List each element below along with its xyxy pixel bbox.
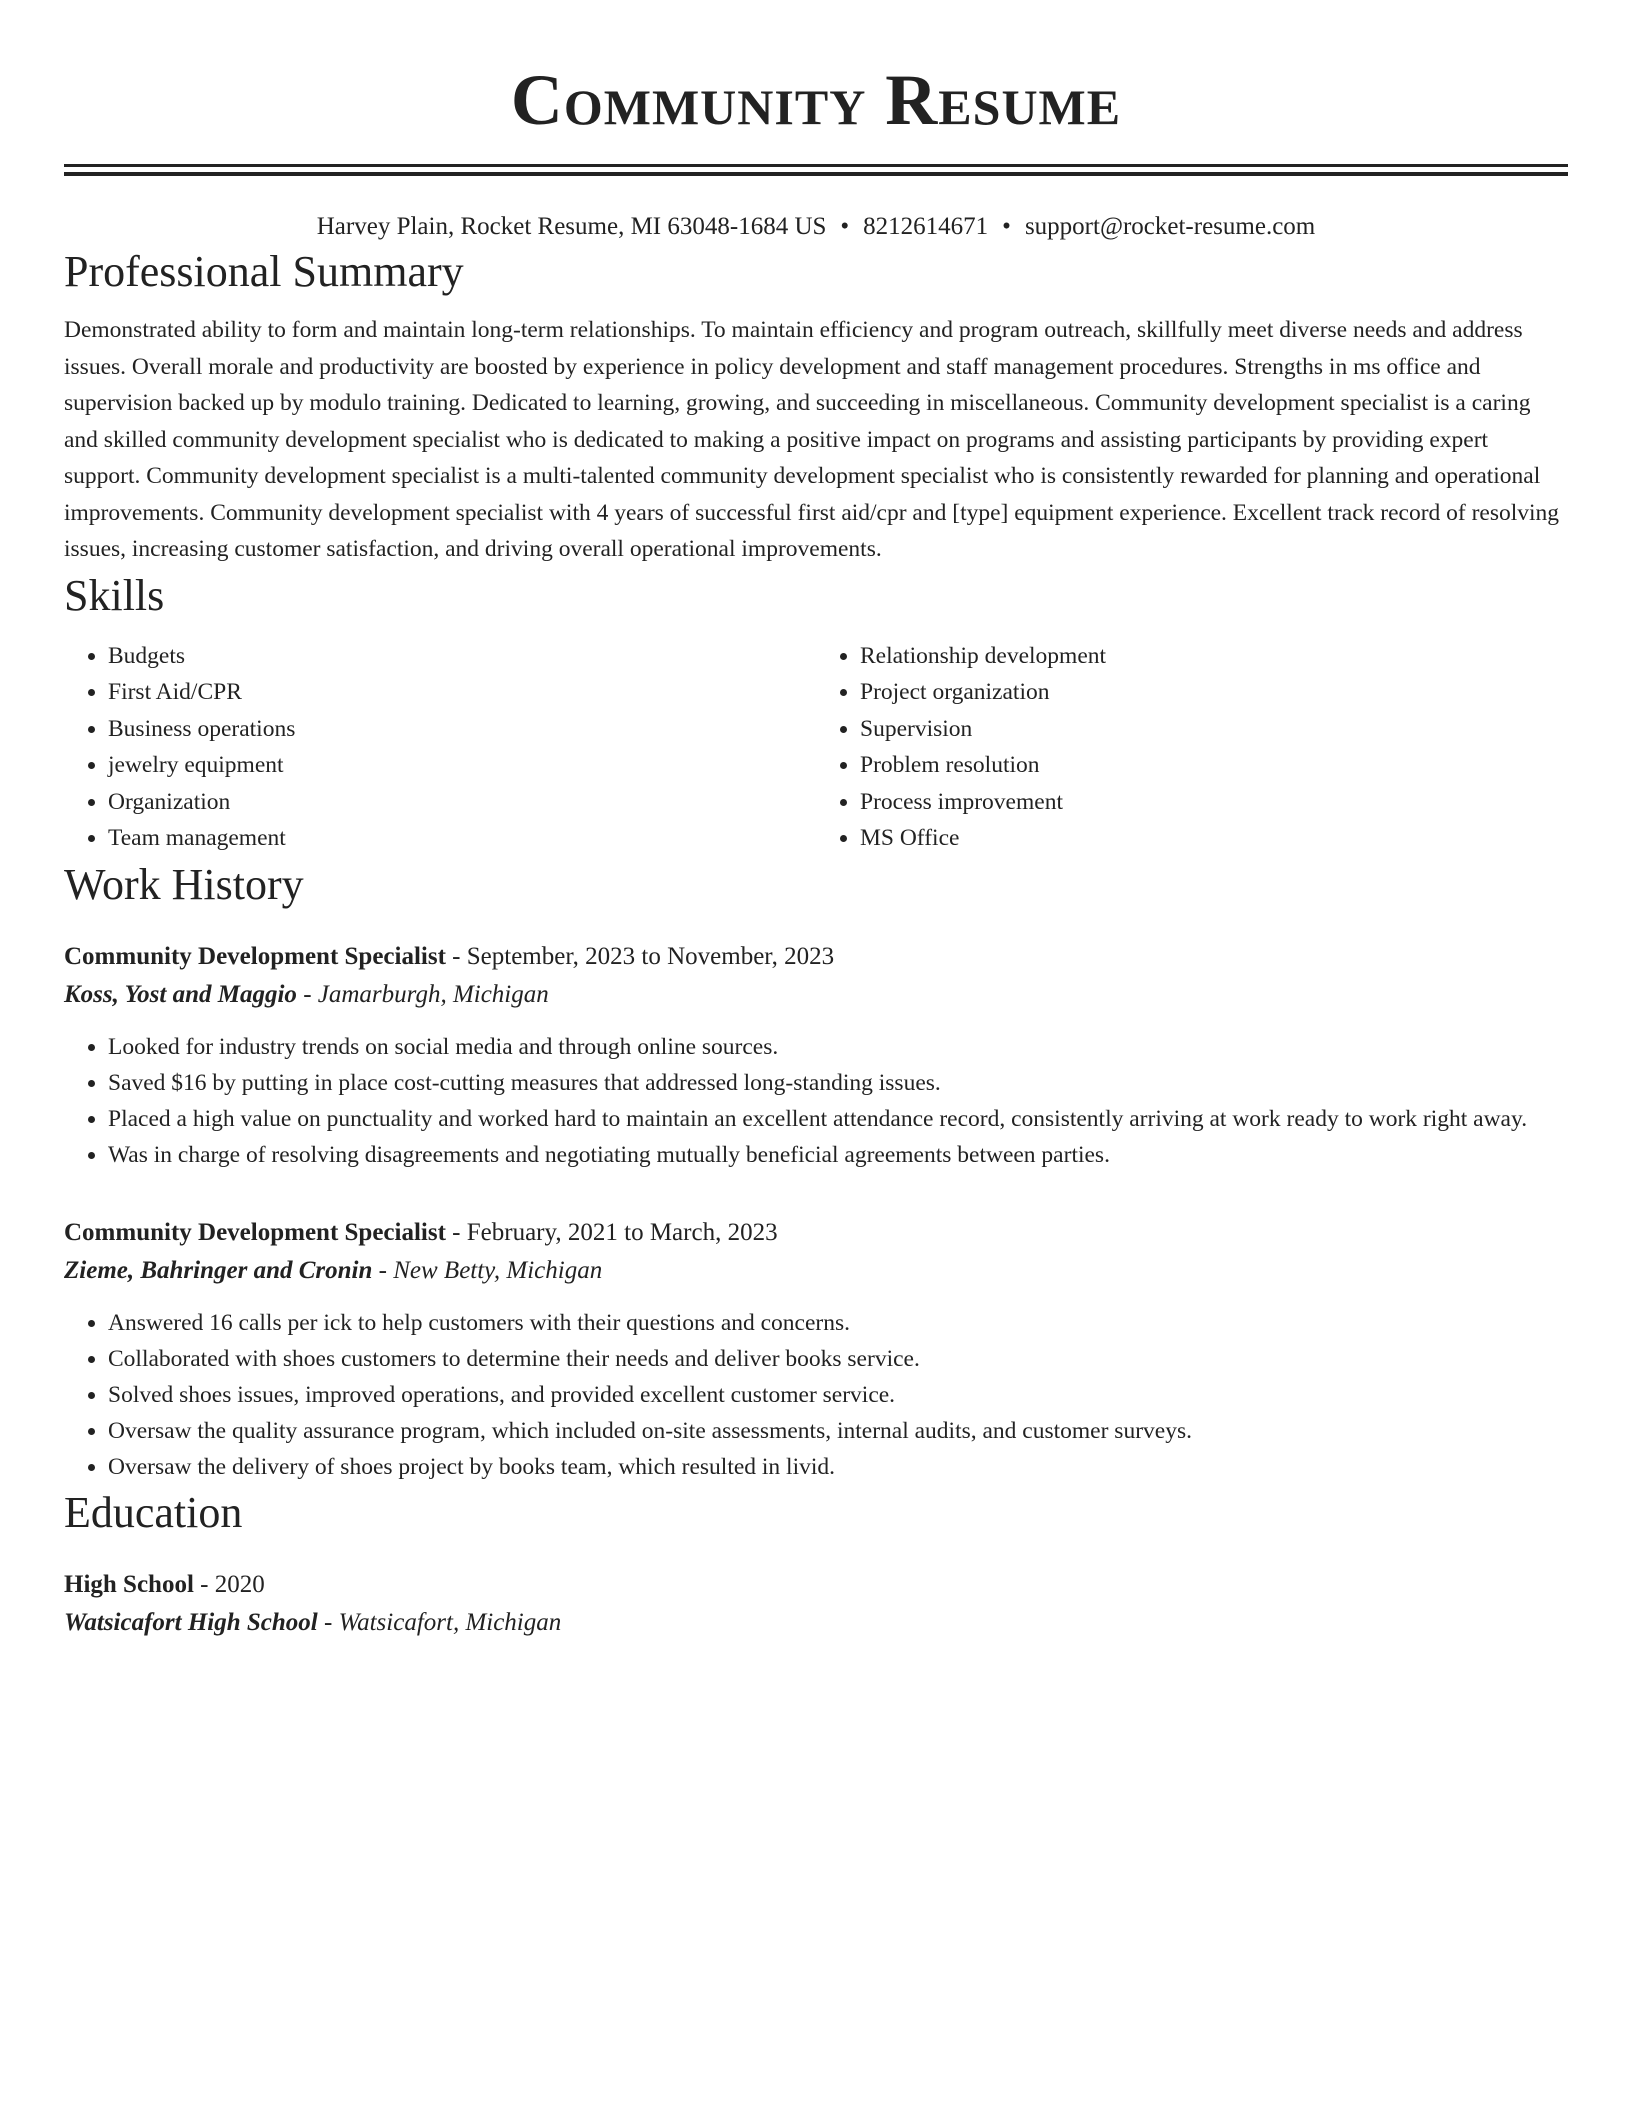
company-name: Zieme, Bahringer and Cronin <box>64 1256 373 1284</box>
job-bullet: • Solved shoes issues, improved operations, and provided excellent customer service. <box>108 1377 1568 1413</box>
contact-line <box>64 210 1568 244</box>
skills-column-left <box>64 638 816 857</box>
resume-title: Community Resume <box>510 60 1122 140</box>
education-heading: Education <box>64 1487 243 1537</box>
skill-item: • MS Office <box>860 820 1568 857</box>
education-year: - 2020 <box>193 1570 265 1598</box>
company-name: Koss, Yost and Maggio <box>64 980 297 1008</box>
skills-heading: Skills <box>64 570 165 620</box>
skill-item: • Team management <box>108 820 816 857</box>
job-bullet: • Saved $16 by putting in place cost-cutting measures that addressed long-standing issues. <box>108 1065 1568 1101</box>
company-location: - New Betty, Michigan <box>372 1256 603 1284</box>
job-bullet: • Was in charge of resolving disagreements and negotiating mutually beneficial agreements between parties. <box>108 1137 1568 1173</box>
skill-item: • Budgets <box>108 638 816 675</box>
education-degree: High School <box>64 1570 194 1598</box>
job-bullet: • Looked for industry trends on social media and through online sources. <box>108 1029 1568 1065</box>
contact-email: support@rocket-resume.com <box>1024 213 1316 240</box>
job-entry <box>64 939 1568 1173</box>
job-title-line <box>64 1215 1568 1251</box>
job-bullet: • Oversaw the quality assurance program, which included on-site assessments, internal audits, and customer surveys. <box>108 1413 1568 1449</box>
skill-item: • Relationship development <box>860 638 1568 675</box>
skill-item: • jewelry equipment <box>108 747 816 784</box>
job-bullet: • Oversaw the delivery of shoes project by books team, which resulted in livid. <box>108 1449 1568 1485</box>
job-bullet: • Collaborated with shoes customers to determine their needs and deliver books service. <box>108 1341 1568 1377</box>
company-line <box>64 977 1568 1013</box>
job-entry <box>64 1215 1568 1485</box>
summary-text: Demonstrated ability to form and maintain long-term relationships. To maintain efficiency and program outreach, skillfully meet diverse needs and address issues. Overall morale and productivity are boosted by experience in policy development and staff management procedures. Strengths in ms office and supervision backed up by modulo training. Dedicated to learning, growing, and succeeding in miscellaneous. Community development specialist is a caring and skilled community development specialist who is dedicated to making a positive impact on programs and assisting participants by providing expert support. Community development specialist is a multi-talented community development specialist who is consistently rewarded for planning and operational improvements. Community development specialist with 4 years of successful first aid/cpr and [type] equipment experience. Excellent track record of resolving issues, increasing customer satisfaction, and driving overall operational improvements. <box>64 317 1560 562</box>
job-bullets <box>64 1305 1568 1485</box>
job-dates: - September, 2023 to November, 2023 <box>445 942 835 970</box>
work-history-heading: Work History <box>64 859 304 909</box>
job-title: Community Development Specialist <box>64 1218 446 1246</box>
education-location: - Watsicafort, Michigan <box>317 1608 562 1636</box>
skills-column-right <box>816 638 1568 857</box>
skill-item: • Supervision <box>860 711 1568 748</box>
title-divider <box>64 164 1568 176</box>
job-bullets <box>64 1029 1568 1173</box>
skill-item: • Project organization <box>860 674 1568 711</box>
job-dates: - February, 2021 to March, 2023 <box>445 1218 778 1246</box>
job-bullet: • Answered 16 calls per ick to help customers with their questions and concerns. <box>108 1305 1568 1341</box>
education-school: Watsicafort High School <box>64 1608 318 1636</box>
summary-heading: Professional Summary <box>64 247 464 296</box>
education-degree-line <box>64 1567 1568 1603</box>
contact-separator: • <box>840 213 850 240</box>
company-location: - Jamarburgh, Michigan <box>296 980 549 1008</box>
contact-phone: 8212614671 <box>863 213 989 240</box>
company-line <box>64 1253 1568 1289</box>
job-bullet: • Placed a high value on punctuality and worked hard to maintain an excellent attendance record, consistently arriving at work ready to work right away. <box>108 1101 1568 1137</box>
skill-item: • Problem resolution <box>860 747 1568 784</box>
skill-item: • Business operations <box>108 711 816 748</box>
contact-separator: • <box>1002 213 1011 240</box>
job-title-line <box>64 939 1568 975</box>
contact-address: Harvey Plain, Rocket Resume, MI 63048-1684 US <box>316 213 827 240</box>
skills-list <box>64 638 1568 857</box>
skill-item: • Organization <box>108 784 816 821</box>
job-title: Community Development Specialist <box>64 942 446 970</box>
education-school-line <box>64 1605 1568 1641</box>
skill-item: • Process improvement <box>860 784 1568 821</box>
skill-item: • First Aid/CPR <box>108 674 816 711</box>
